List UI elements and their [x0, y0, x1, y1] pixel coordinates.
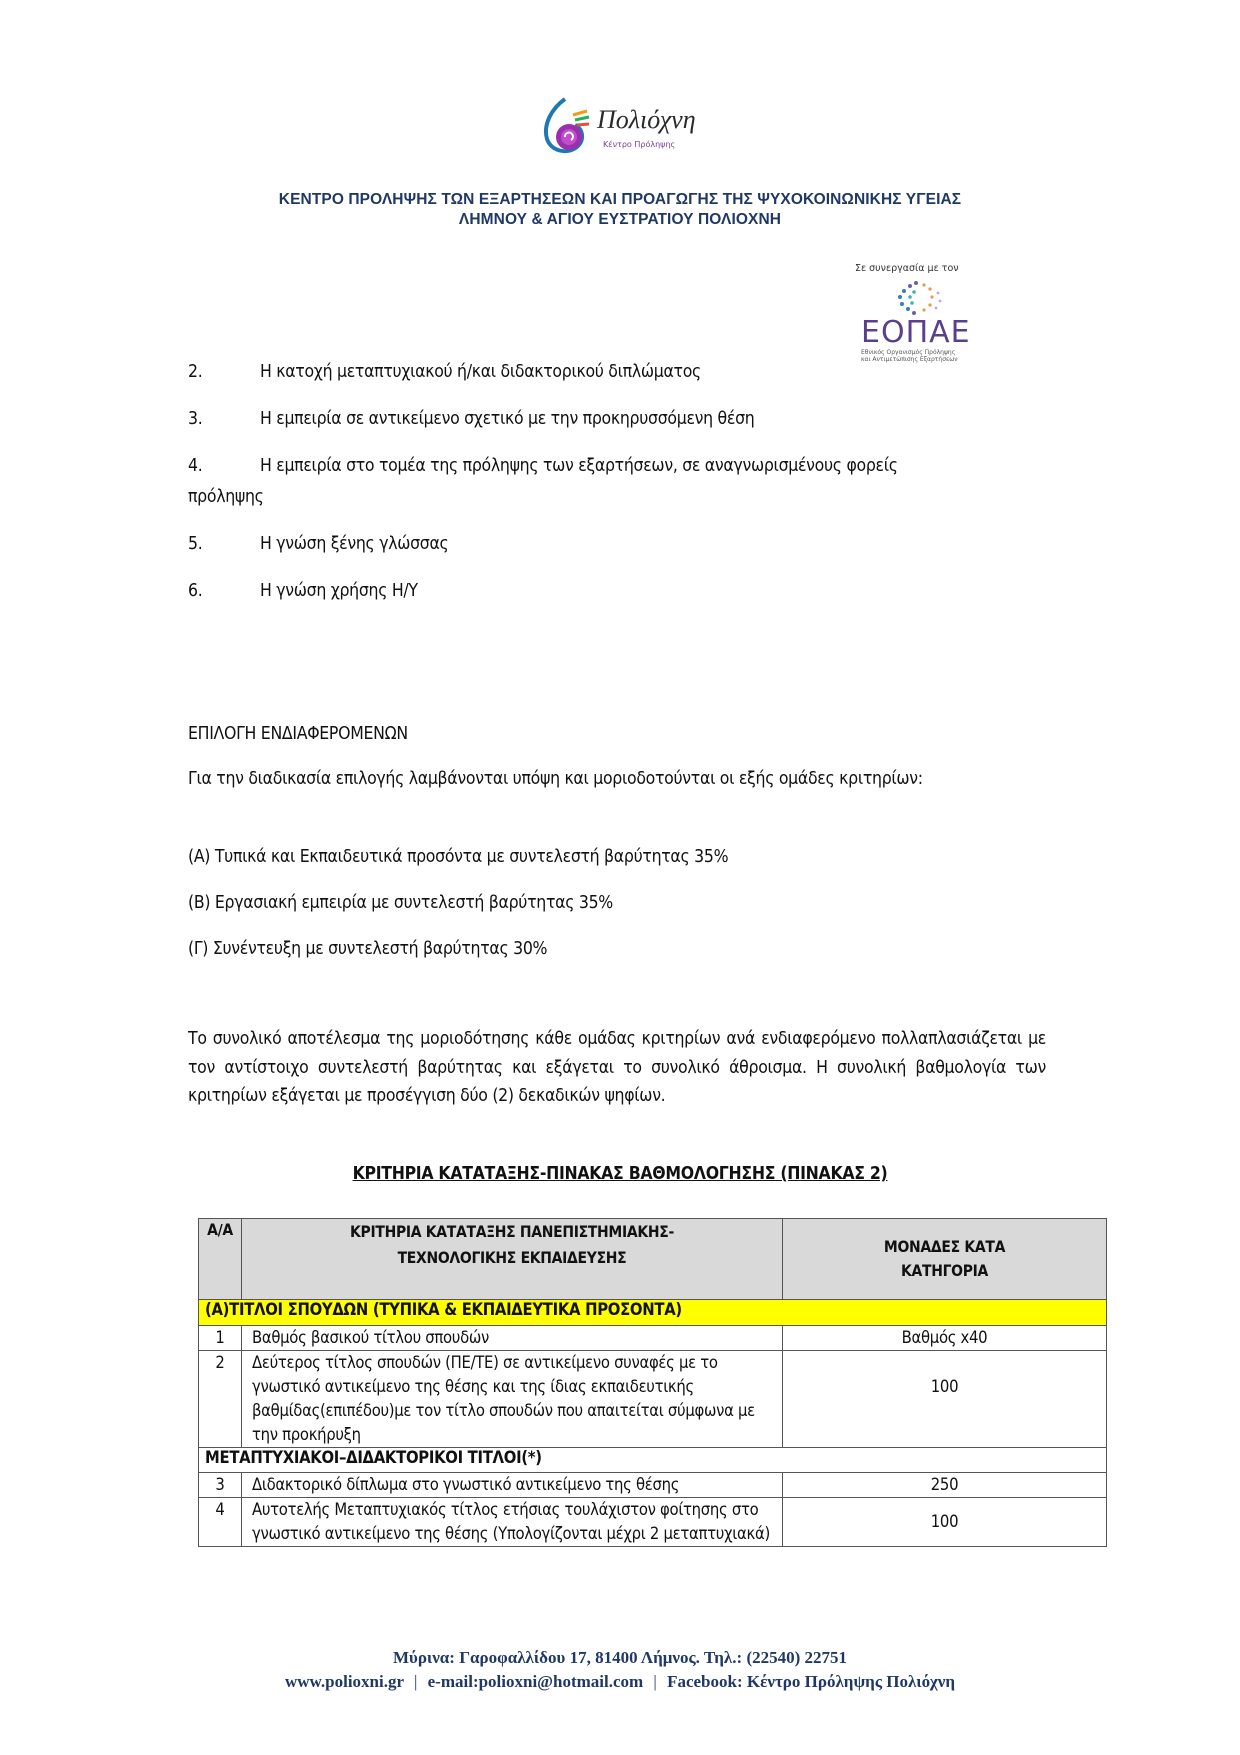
- table-title: ΚΡΙΤΗΡΙΑ ΚΑΤΑΤΑΞΗΣ-ΠΙΝΑΚΑΣ ΒΑΘΜΟΛΟΓΗΣΗΣ (ΠΙΝΑΚΑΣ 2): [352, 1164, 888, 1184]
- criteria-group-b: (Β) Εργασιακή εμπειρία με συντελεστή βαρύτητας 35%: [188, 893, 613, 913]
- row-points: Βαθμός x40: [783, 1326, 1107, 1351]
- table-row: [199, 1473, 1107, 1498]
- facebook-link[interactable]: Facebook: Κέντρο Πρόληψης Πολιόχνη: [667, 1672, 955, 1691]
- row-points: 100: [783, 1498, 1107, 1547]
- org-title-line-1: ΚΕΝΤΡΟ ΠΡΟΛΗΨΗΣ ΤΩΝ ΕΞΑΡΤΗΣΕΩΝ ΚΑΙ ΠΡΟΑΓΩΓΗΣ ΤΗΣ ΨΥΧΟΚΟΙΝΩΝΙΚΗΣ ΥΓΕΙΑΣ: [278, 191, 962, 208]
- footer-separator: |: [413, 1672, 418, 1691]
- partner-subtitle: Εθνικός Οργανισμός Πρόληψης και Αντιμετώπισης Εξαρτήσεων: [861, 349, 958, 363]
- table-row: [199, 1351, 1107, 1448]
- list-number: 2.: [188, 362, 203, 382]
- list-item: [188, 404, 1068, 435]
- eopae-logo-icon: [890, 277, 950, 319]
- criteria-table: [198, 1218, 1107, 1547]
- list-number: 4.: [188, 456, 203, 476]
- logo-name: Πολιόχνη: [597, 105, 696, 134]
- section-heading: ΕΠΙΛΟΓΗ ΕΝΔΙΑΦΕΡΟΜΕΝΩΝ: [188, 724, 408, 744]
- poliochni-logo-icon: [537, 95, 597, 157]
- table-header-row: [199, 1219, 1107, 1300]
- list-item: [188, 529, 1068, 560]
- logo-subtitle: Κέντρο Πρόληψης: [603, 140, 676, 149]
- list-item: [188, 357, 1068, 388]
- list-number: 5.: [188, 534, 203, 554]
- footer-address: Μύρινα: Γαροφαλλίδου 17, 81400 Λήμνος. Τηλ.: (22540) 22751: [392, 1648, 848, 1667]
- row-number: 1: [199, 1326, 242, 1351]
- list-item: [188, 451, 1068, 513]
- row-number: 2: [199, 1351, 242, 1448]
- partner-name: ΕΟΠΑΕ: [861, 315, 971, 350]
- footer-contacts: [0, 1672, 1240, 1692]
- list-number: 6.: [188, 581, 203, 601]
- table-row: [199, 1326, 1107, 1351]
- table-row: [199, 1498, 1107, 1547]
- list-text: Η γνώση ξένης γλώσσας: [260, 534, 449, 554]
- column-header-criteria: ΚΡΙΤΗΡΙΑ ΚΑΤΑΤΑΞΗΣ ΠΑΝΕΠΙΣΤΗΜΙΑΚΗΣ- ΤΕΧΝΟΛΟΓΙΚΗΣ ΕΚΠΑΙΔΕΥΣΗΣ: [242, 1219, 783, 1300]
- list-text: Η εμπειρία σε αντικείμενο σχετικό με την προκηρυσσόμενη θέση: [260, 409, 755, 429]
- list-text: Η εμπειρία στο τομέα της πρόληψης των εξαρτήσεων, σε αναγνωρισμένους φορείς: [260, 456, 898, 476]
- email-link[interactable]: e-mail:polioxni@hotmail.com: [427, 1672, 644, 1691]
- footer-separator: |: [653, 1672, 657, 1691]
- row-number: 4: [199, 1498, 242, 1547]
- website-link[interactable]: www.polioxni.gr: [285, 1672, 404, 1691]
- row-criterion: Αυτοτελής Μεταπτυχιακός τίτλος ετήσιας τουλάχιστον φοίτησης στο γνωστικό αντικείμενο της θέσης (Υπολογίζονται μέχρι 2 μεταπτυχιακά): [242, 1498, 783, 1547]
- row-criterion: Βαθμός βασικού τίτλου σπουδών: [242, 1326, 783, 1351]
- partner-caption: Σε συνεργασία με τον: [855, 263, 959, 274]
- row-criterion: Δεύτερος τίτλος σπουδών (ΠΕ/ΤΕ) σε αντικείμενο συναφές με το γνωστικό αντικείμενο της θέσης και της ίδιας εκπαιδευτικής βαθμίδας(επιπέδου)με τον τίτλο σπουδών που απαιτείται σύμφωνα με την προκήρυξη: [242, 1351, 783, 1448]
- row-criterion: Διδακτορικό δίπλωμα στο γνωστικό αντικείμενο της θέσης: [242, 1473, 783, 1498]
- column-header-aa: Α/Α: [199, 1219, 242, 1300]
- criteria-group-a: (Α) Τυπικά και Εκπαιδευτικά προσόντα με συντελεστή βαρύτητας 35%: [188, 847, 729, 867]
- summary-paragraph: Το συνολικό αποτέλεσμα της μοριοδότησης κάθε ομάδας κριτηρίων ανά ενδιαφερόμενο πολλαπλασιάζεται με τον αντίστοιχο συντελεστή βαρύτητας και εξάγεται το συνολικό άθροισμα. Η συνολική βαθμολογία των κριτηρίων εξάγεται με προσέγγιση δύο (2) δεκαδικών ψηφίων.: [188, 1029, 1046, 1106]
- list-number: 3.: [188, 409, 203, 429]
- list-item: [188, 576, 1068, 607]
- selection-intro: Για την διαδικασία επιλογής λαμβάνονται υπόψη και μοριοδοτούνται οι εξής ομάδες κριτηρίων:: [188, 769, 923, 789]
- table-section-row: [199, 1448, 1107, 1473]
- list-text: Η κατοχή μεταπτυχιακού ή/και διδακτορικού διπλώματος: [260, 362, 701, 382]
- org-title-line-2: ΛΗΜΝΟΥ & ΑΓΙΟΥ ΕΥΣΤΡΑΤΙΟΥ ΠΟΛΙΟΧΝΗ: [458, 211, 782, 228]
- section-label: (Α)ΤΙΤΛΟΙ ΣΠΟΥΔΩΝ (ΤΥΠΙΚΑ & ΕΚΠΑΙΔΕΥΤΙΚΑ ΠΡΟΣΟΝΤΑ): [199, 1300, 1107, 1326]
- list-text-continuation: πρόληψης: [188, 487, 264, 507]
- list-text: Η γνώση χρήσης Η/Υ: [260, 581, 418, 601]
- column-header-points: ΜΟΝΑΔΕΣ ΚΑΤΑ ΚΑΤΗΓΟΡΙΑ: [783, 1219, 1107, 1300]
- table-section-row: [199, 1300, 1107, 1326]
- partner-logo: [850, 263, 1000, 363]
- section-label: ΜΕΤΑΠΤΥΧΙΑΚΟΙ–ΔΙΔΑΚΤΟΡΙΚΟΙ ΤΙΤΛΟΙ(*): [199, 1448, 1107, 1473]
- row-points: 250: [783, 1473, 1107, 1498]
- row-points: 100: [783, 1351, 1107, 1448]
- organization-title: [0, 190, 1240, 230]
- criteria-group-c: (Γ) Συνέντευξη με συντελεστή βαρύτητας 30%: [188, 939, 548, 959]
- poliochni-logo: [537, 95, 717, 157]
- row-number: 3: [199, 1473, 242, 1498]
